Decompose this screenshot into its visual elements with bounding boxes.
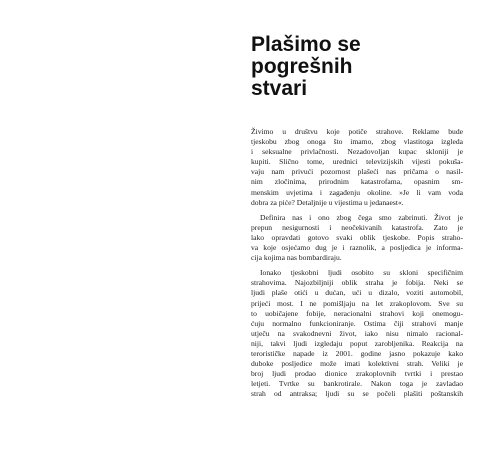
text-line: strah od antraksa; ljudi su se počeli plašiti poštanskih [251, 389, 463, 399]
paragraph [251, 268, 463, 399]
text-line: Ionako tjeskobni ljudi osobito su skloni specifičnim [260, 268, 463, 278]
text-line: broj ljudi prodao dionice zrakoplovnih tvrtki i prestao [251, 369, 463, 379]
text-line: lako opravdati gotovo svaki oblik tjeskobe. Popis straho- [251, 232, 463, 242]
text-line: utječu na svakodnevni život, iako nisu nimalo racional- [251, 328, 463, 338]
text-line: menskim uvjetima i zagađenju okoline. »Je li vam voda [251, 187, 463, 197]
text-line: nim zločinima, prirodnim katastrofama, opasnim sm- [251, 177, 463, 187]
text-line: Definira nas i ono zbog čega smo zabrinuti. Život je [260, 212, 463, 222]
text-line: tjeskobu zbog onoga što imamo, zbog vlastitoga izgleda [251, 137, 463, 147]
text-line: cija kojima nas bombardiraju. [251, 253, 342, 263]
text-line: vaju nam privući pozornost plašeći nas pričama o nasil- [251, 167, 463, 177]
text-line: duboke posljedice može imati kolektivni strah. Veliki je [251, 359, 463, 369]
text-line: dobra za piće? Detaljnije u vijestima u jedanaest«. [251, 197, 404, 207]
text-line: letjeti. Tvrtke su bankrotirale. Nakon toga je zavladao [251, 379, 463, 389]
text-line: terorističke napade iz 2001. godine jasno pokazuje kako [251, 348, 463, 358]
text-line: ljudi plaše otići u dućan, ući u dizalo, voziti automobil, [251, 288, 463, 298]
chapter-title-line: stvari [251, 77, 308, 100]
body-text [251, 127, 463, 404]
text-line: ćuju normalno funkcioniranje. Ostima čiji strahovi manje [251, 318, 463, 328]
text-line: niji, takvi ljudi izgledaju poput zarobljenika. Reakcija na [251, 338, 463, 348]
text-line: prepun nesigurnosti i neočekivanih katastrofa. Zato je [251, 222, 463, 232]
paragraph [251, 127, 463, 208]
text-line: va koje osjećamo dug je i raznolik, a posljedica je informa- [251, 243, 463, 253]
chapter-title-line: pogrešnih [251, 55, 353, 78]
text-line: strahovima. Najozbiljniji oblik straha je fobija. Neki se [251, 278, 463, 288]
text-line: prijeći most. I ne pomišljaju na let zrakoplovom. Sve su [251, 298, 463, 308]
text-line: i seksualne privlačnosti. Nezadovoljan kupac skloniji je [251, 147, 463, 157]
chapter-title [251, 34, 451, 100]
chapter-title-line: Plašimo se [251, 33, 361, 56]
text-line: kupiti. Slično tome, urednici televizijskih vijesti pokuša- [251, 157, 463, 167]
text-line: Živimo u društvu koje potiče strahove. Reklame bude [251, 127, 463, 136]
paragraph [251, 213, 463, 263]
text-line: to uobičajene fobije, neracionalni strahovi koji onemogu- [251, 308, 463, 318]
